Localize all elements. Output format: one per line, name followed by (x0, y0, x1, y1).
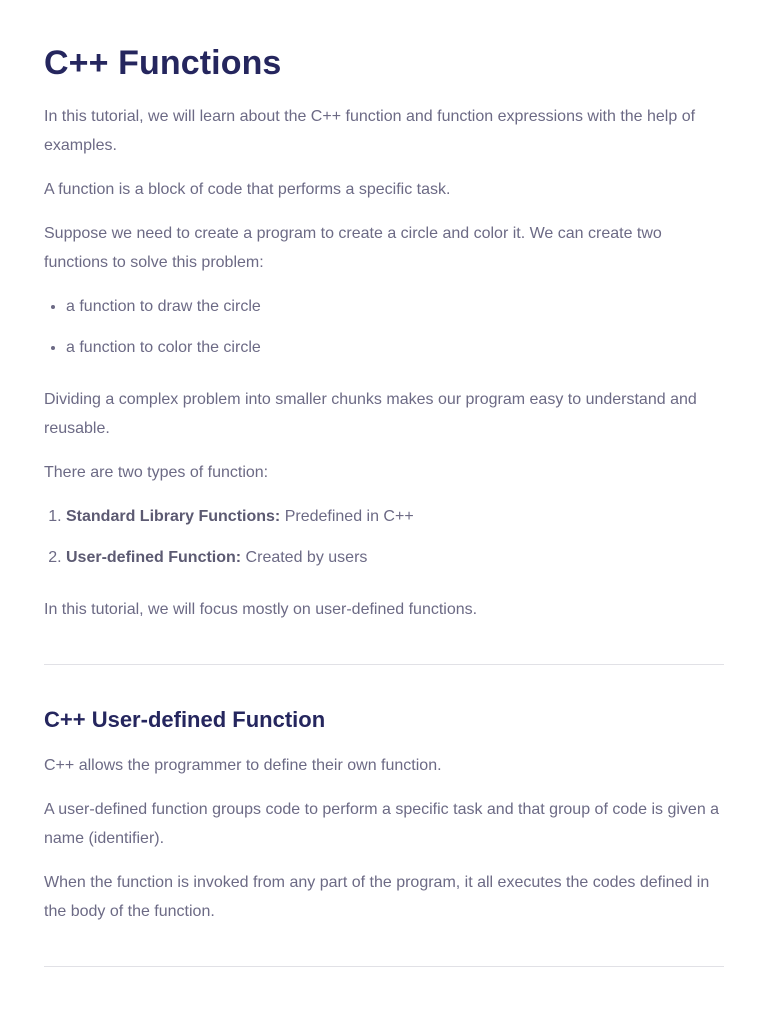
section-paragraph-3: When the function is invoked from any part of the program, it all executes the codes defined in the body of the function. (44, 874, 710, 920)
intro-paragraph-3: Suppose we need to create a program to create a circle and color it. We can create two functions to solve this problem: (44, 225, 662, 271)
intro-paragraph-5: There are two types of function: (44, 464, 269, 481)
list-item (66, 543, 724, 572)
intro-paragraph-4: Dividing a complex problem into smaller chunks makes our program easy to understand and reusable. (44, 391, 697, 437)
intro-paragraph-6: In this tutorial, we will focus mostly on user-defined functions. (44, 601, 478, 618)
bullet-list (44, 292, 724, 362)
section-paragraph-2: A user-defined function groups code to perform a specific task and that group of code is given a name (identifier). (44, 801, 720, 847)
section-divider (44, 664, 724, 665)
list-item (66, 502, 724, 531)
list-item-desc: Predefined in C++ (280, 508, 414, 525)
intro-paragraph-2: A function is a block of code that performs a specific task. (44, 181, 451, 198)
section-heading: C++ User-defined Function (44, 707, 326, 732)
function-types-list (44, 502, 724, 572)
page-title: C++ Functions (44, 44, 282, 82)
list-item: • a function to color the circle (66, 333, 724, 362)
list-item: • a function to draw the circle (66, 292, 724, 321)
section-divider (44, 966, 724, 967)
list-item-term: User-defined Function: (66, 549, 242, 566)
section-paragraph-1: C++ allows the programmer to define their own function. (44, 757, 442, 774)
list-item-desc: Created by users (241, 549, 368, 566)
list-item-term: Standard Library Functions: (66, 508, 281, 525)
intro-paragraph-1: In this tutorial, we will learn about the C++ function and function expressions with the help of examples. (44, 108, 696, 154)
